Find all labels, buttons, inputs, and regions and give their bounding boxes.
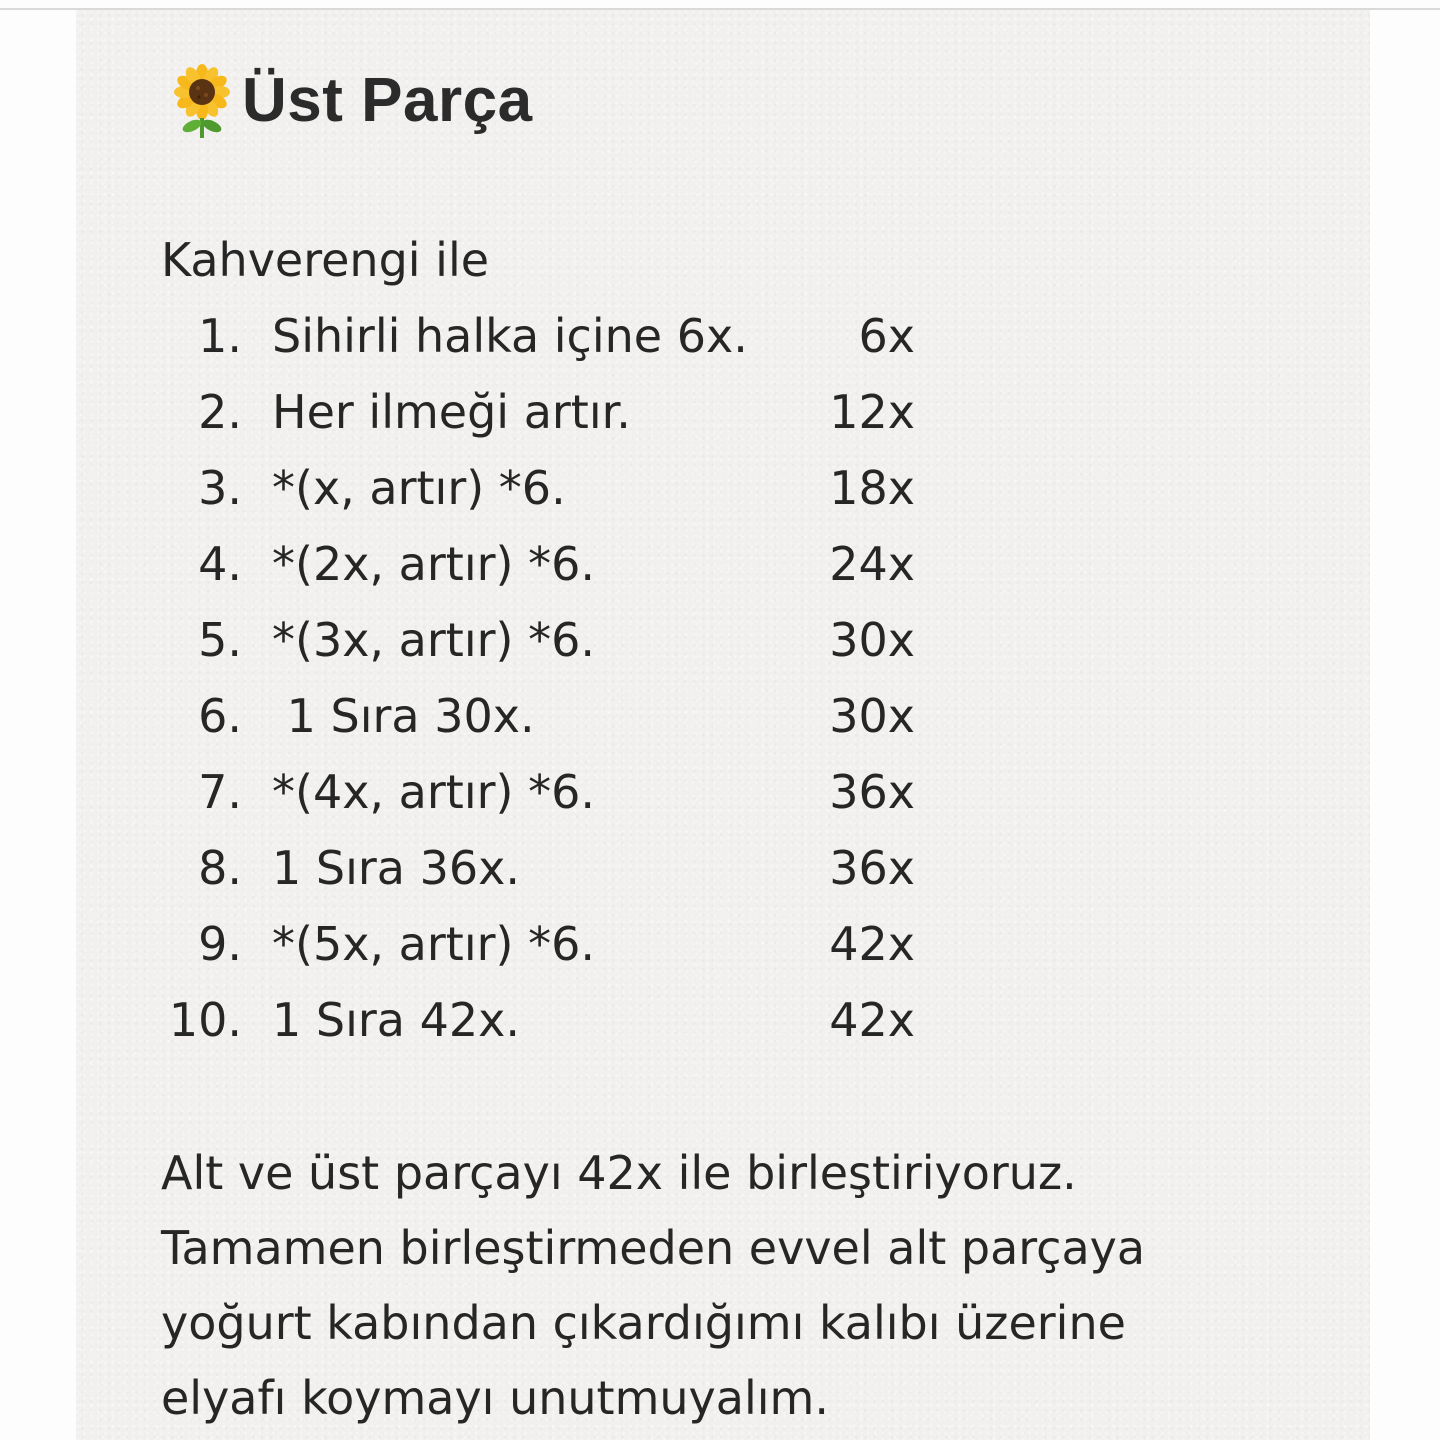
stitch-count: 12x <box>829 385 915 439</box>
step-instruction: 1 Sıra 42x. <box>272 993 520 1047</box>
step-instruction: *(5x, artır) *6. <box>272 917 595 971</box>
page-title: Üst Parça <box>242 65 533 135</box>
closing-line: yoğurt kabından çıkardığımı kalıbı üzerine <box>161 1296 1126 1350</box>
stitch-count: 6x <box>858 309 915 363</box>
closing-line: Tamamen birleştirmeden evvel alt parçaya <box>161 1221 1146 1275</box>
step-instruction: 1 Sıra 30x. <box>272 689 535 743</box>
closing-line: Alt ve üst parçayı 42x ile birleştiriyoruz. <box>161 1146 1077 1200</box>
stitch-count: 24x <box>829 537 915 591</box>
step-number: 7. <box>198 765 242 819</box>
step-row <box>160 374 940 450</box>
closing-paragraph <box>161 1140 1311 1440</box>
step-row <box>160 906 940 982</box>
step-row <box>160 678 940 754</box>
stitch-count: 36x <box>829 841 915 895</box>
step-number: 5. <box>198 613 242 667</box>
stitch-count: 42x <box>829 993 915 1047</box>
stitch-count: 30x <box>829 613 915 667</box>
step-list <box>160 298 940 1058</box>
step-number: 1. <box>198 309 242 363</box>
sunflower-icon <box>170 62 234 138</box>
step-row <box>160 754 940 830</box>
step-number: 6. <box>198 689 242 743</box>
step-instruction: Sihirli halka içine 6x. <box>272 309 748 363</box>
step-instruction: *(3x, artır) *6. <box>272 613 595 667</box>
color-instruction: Kahverengi ile <box>161 233 490 287</box>
step-number: 4. <box>198 537 242 591</box>
stitch-count: 30x <box>829 689 915 743</box>
step-number: 9. <box>198 917 242 971</box>
step-row <box>160 830 940 906</box>
stitch-count: 42x <box>829 917 915 971</box>
step-instruction: Her ilmeği artır. <box>272 385 631 439</box>
step-row <box>160 982 940 1058</box>
step-row <box>160 602 940 678</box>
step-number: 2. <box>198 385 242 439</box>
title-row <box>170 58 533 142</box>
step-row <box>160 450 940 526</box>
stitch-count: 18x <box>829 461 915 515</box>
step-number: 10. <box>168 993 242 1047</box>
step-number: 8. <box>198 841 242 895</box>
step-instruction: *(2x, artır) *6. <box>272 537 595 591</box>
step-instruction: 1 Sıra 36x. <box>272 841 520 895</box>
step-row <box>160 298 940 374</box>
step-instruction: *(4x, artır) *6. <box>272 765 595 819</box>
step-number: 3. <box>198 461 242 515</box>
closing-line: elyafı koymayı unutmuyalım. <box>161 1371 829 1425</box>
step-instruction: *(x, artır) *6. <box>272 461 566 515</box>
step-row <box>160 526 940 602</box>
stitch-count: 36x <box>829 765 915 819</box>
